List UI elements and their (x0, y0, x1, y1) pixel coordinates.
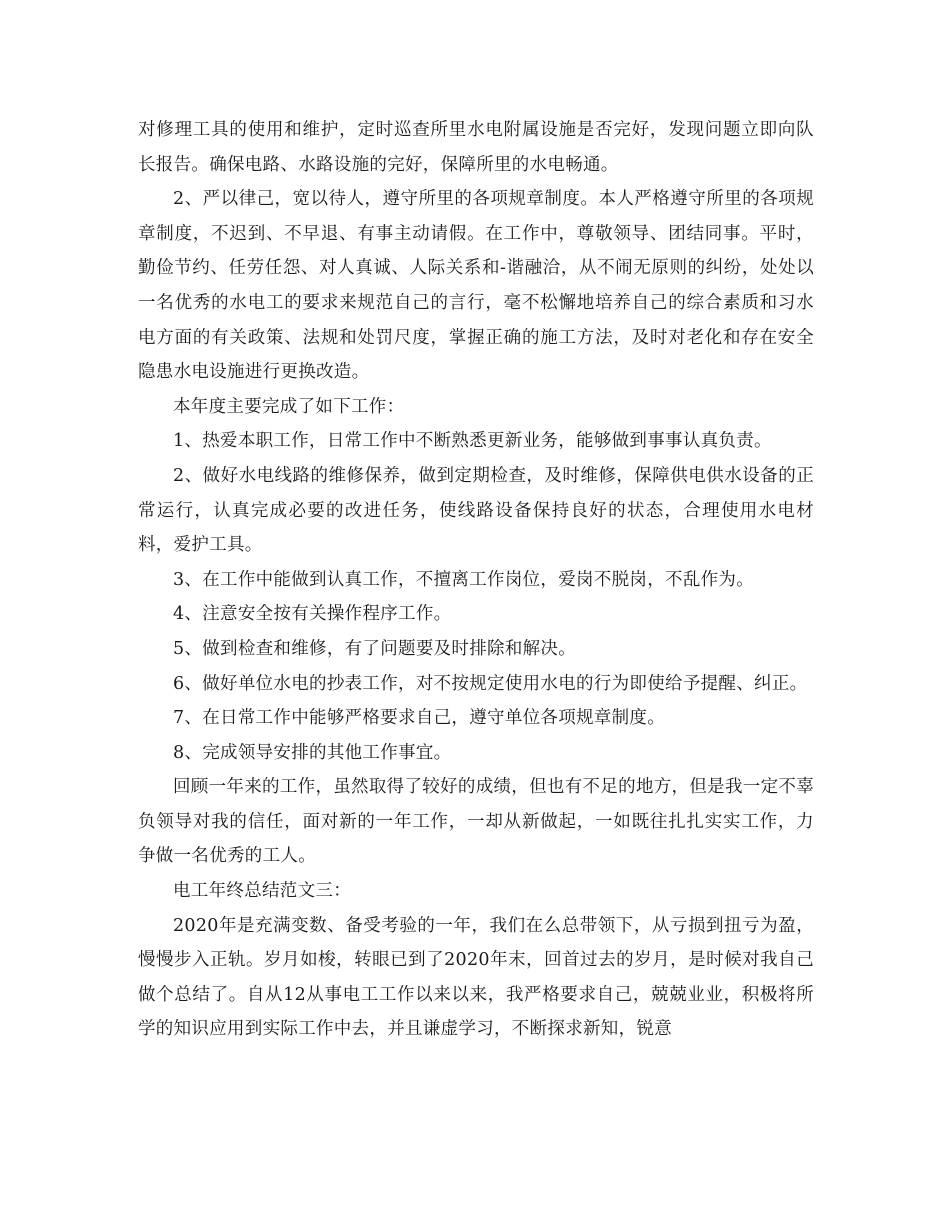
paragraph-13: 电工年终总结范文三： (173, 881, 351, 902)
paragraph-9: 6、做好单位水电的抄表工作，对不按规定使用水电的行为即使给予提醒、纠正。 (173, 673, 808, 694)
paragraph-12: 回顾一年来的工作，虽然取得了较好的成绩，但也有不足的地方，但是我一定不辜负领导对我的信任，面对新的一年工作，一却从新做起，一如既往扎扎实实工作，力争做一名优秀的工人。 (138, 777, 814, 867)
document-body (138, 113, 814, 1047)
paragraph-1: 对修理工具的使用和维护，定时巡查所里水电附属设施是否完好，发现问题立即向队长报告。确保电路、水路设施的完好，保障所里的水电畅通。 (138, 120, 814, 175)
paragraph-2: 2、严以律己，宽以待人，遵守所里的各项规章制度。本人严格遵守所里的各项规章制度，不迟到、不早退、有事主动请假。在工作中，尊敬领导、团结同事。平时，勤俭节约、任劳任怨、对人真诚、人际关系和-谐融洽，从不闹无原则的纠纷，处处以一名优秀的水电工的要求来规范自己的言行，毫不松懈地培养自己的综合素质和习水电方面的有关政策、法规和处罚尺度，掌握正确的施工方法，及时对老化和存在安全隐患水电设施进行更换改造。 (138, 189, 814, 383)
paragraph-10: 7、在日常工作中能够严格要求自己，遵守单位各项规章制度。 (173, 708, 666, 729)
paragraph-8: 5、做到检查和维修，有了问题要及时排除和解决。 (173, 638, 577, 659)
paragraph-14: 2020年是充满变数、备受考验的一年，我们在么总带领下，从亏损到扭亏为盈，慢慢步入正轨。岁月如梭，转眼已到了2020年末，回首过去的岁月，是时候对我自己做个总结了。自从12从事电工工作以来以来，我严格要求自己，兢兢业业，积极将所学的知识应用到实际工作中去，并且谦虚学习，不断探求新知，锐意 (138, 915, 814, 1040)
paragraph-4: 1、热爱本职工作，日常工作中不断熟悉更新业务，能够做到事事认真负责。 (173, 431, 772, 452)
paragraph-6: 3、在工作中能做到认真工作，不擅离工作岗位，爱岗不脱岗，不乱作为。 (173, 569, 755, 590)
paragraph-5: 2、做好水电线路的维修保养，做到定期检查，及时维修，保障供电供水设备的正常运行，认真完成必要的改进任务，使线路设备保持良好的状态，合理使用水电材料，爱护工具。 (138, 465, 814, 556)
paragraph-11: 8、完成领导安排的其他工作事宜。 (173, 742, 452, 763)
paragraph-3: 本年度主要完成了如下工作： (173, 396, 405, 417)
paragraph-7: 4、注意安全按有关操作程序工作。 (173, 604, 452, 625)
